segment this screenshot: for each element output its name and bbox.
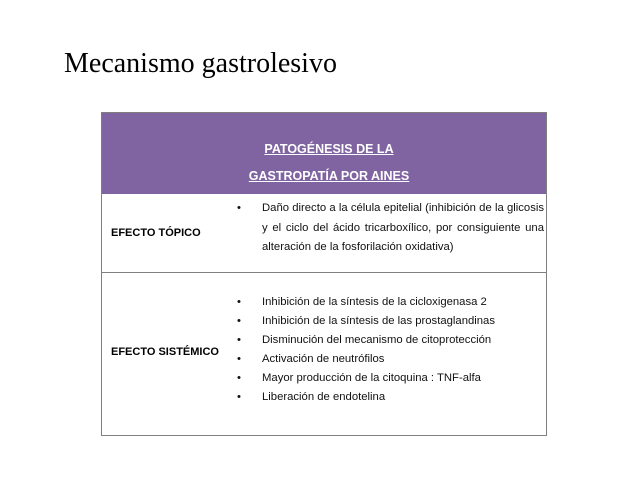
list-item: • Activación de neutrófilos — [233, 350, 544, 369]
table-row-topical — [102, 194, 546, 273]
header-line-2: GASTROPATÍA POR AINES — [248, 169, 410, 183]
list-item: • Inhibición de la síntesis de la cicloxigenasa 2 — [233, 293, 544, 312]
pathogenesis-table — [101, 112, 547, 436]
list-item: • Mayor producción de la citoquina : TNF-alfa — [233, 369, 544, 388]
list-item: • Daño directo a la célula epitelial (inhibición de la glicosis y el ciclo del ácido tricarboxílico, por consiguiente una alteración de la fosforilación oxidativa) — [233, 199, 544, 258]
list-item: • Liberación de endotelina — [233, 388, 544, 407]
row-content-systemic — [233, 293, 544, 407]
row-content-topical — [233, 199, 544, 258]
table-header-text — [216, 136, 442, 190]
header-line-1: PATOGÉNESIS DE LA — [264, 142, 394, 156]
row-label-systemic: EFECTO SISTÉMICO — [111, 346, 219, 358]
table-row-systemic — [102, 273, 546, 435]
list-item: • Disminución del mecanismo de citoprotección — [233, 331, 544, 350]
slide-title: Mecanismo gastrolesivo — [64, 48, 337, 79]
table-header — [102, 113, 546, 194]
row-label-topical: EFECTO TÓPICO — [111, 227, 201, 239]
list-item: • Inhibición de la síntesis de las prostaglandinas — [233, 312, 544, 331]
